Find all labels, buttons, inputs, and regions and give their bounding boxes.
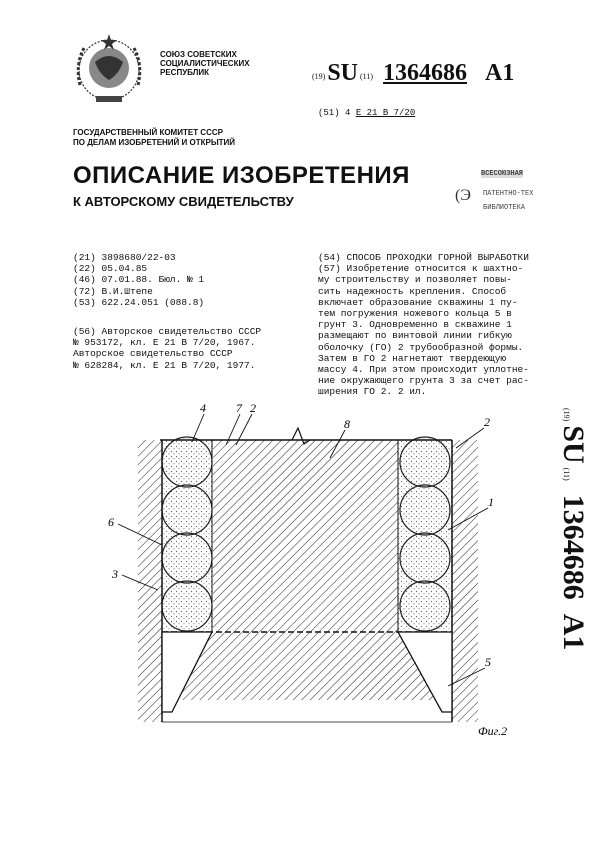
biblio-line: (72) В.И.Штепе [73,285,153,297]
side-publication-number [549,408,597,688]
figure-caption: Фиг.2 [478,724,508,738]
abstract-line: му строительству и позволяет повы- [318,274,512,286]
central-core [213,440,398,632]
invention-title: (54) СПОСОБ ПРОХОДКИ ГОРНОЙ ВЫРАБОТКИ [318,252,529,263]
union-line: СОЮЗ СОВЕТСКИХ [160,50,237,59]
stamp-line: БИБЛИОТЕКА [483,204,526,212]
knife-ring-center [175,632,438,700]
ipc-prefix: (51) 4 [318,108,351,118]
ground-right [452,440,478,722]
side-kind-code: A1 [557,613,590,651]
side-country-code: SU [557,425,590,464]
stamp-line: ВСЕСОЮЗНАЯ [481,170,524,178]
label-5: 5 [485,655,491,669]
label-7: 7 [236,401,242,415]
side-prefix: (19) [562,408,571,422]
reference-line: (56) Авторское свидетельство СССР [73,326,262,337]
label-8: 8 [344,417,350,431]
ground-left [138,440,162,722]
stamp-line: ПАТЕНТНО-ТЕХ [483,190,534,198]
union-line: РЕСПУБЛИК [160,68,209,77]
abstract-line: сить надежность крепления. Способ [318,285,507,297]
svg-text:(Э: (Э [455,187,471,204]
reference-line: Авторское свидетельство СССР [73,348,233,360]
union-line: СОЦИАЛИСТИЧЕСКИХ [160,59,250,68]
biblio-line: (53) 622.24.051 (088.8) [73,296,205,308]
abstract-line: (57) Изобретение относится к шахтно- [318,263,524,275]
abstract-line: Затем в ГО 2 нагнетают твердеющую [318,352,507,364]
abstract-line: ширения ГО 2. 2 ил. [318,386,427,398]
abstract-line: грунт 3. Одновременно в скважине 1 [318,319,512,331]
label-2-right: 2 [484,415,490,429]
abstract-line: массу 4. При этом происходит уплотне- [318,364,529,376]
biblio-line: (22) 05.04.85 [73,263,148,275]
pub-mid: (11) [360,71,374,81]
biblio-line: (21) 3898680/22-03 [73,252,176,263]
committee-line: ПО ДЕЛАМ ИЗОБРЕТЕНИЙ И ОТКРЫТИЙ [73,138,236,147]
label-3: 3 [112,567,118,581]
label-1: 1 [488,495,494,509]
document-title: ОПИСАНИЕ ИЗОБРЕТЕНИЯ [73,162,410,189]
document-subtitle: К АВТОРСКОМУ СВИДЕТЕЛЬСТВУ [73,194,294,209]
reference-line: № 953172, кл. Е 21 В 7/20, 1967. [73,337,256,349]
pub-prefix: (19) [312,71,326,81]
reference-line: № 628284, кл. Е 21 В 7/20, 1977. [73,359,256,371]
label-4: 4 [200,401,206,415]
label-6: 6 [108,515,114,529]
abstract-line: включает образование скважины 1 пу- [318,296,518,308]
abstract-line: оболочку (ГО) 2 трубообразной формы. [318,341,524,353]
side-mid: (11) [562,467,571,481]
label-2-top: 2 [250,401,256,415]
abstract-line: тем погружения ножевого кольца 5 в [318,308,512,320]
abstract-line: ние окружающего грунта 3 за счет рас- [318,375,529,387]
kind-code: A1 [485,60,515,86]
side-patent-number: 1364686 [557,494,590,600]
abstract-line: размещают по винтовой линии гибкую [318,330,512,342]
biblio-line: (46) 07.01.88. Бюл. № 1 [73,274,205,286]
patent-number: 1364686 [383,60,468,86]
ipc-code: E 21 B 7/20 [355,108,416,118]
committee-line: ГОСУДАРСТВЕННЫЙ КОМИТЕТ СССР [73,128,223,137]
country-code: SU [327,60,359,86]
